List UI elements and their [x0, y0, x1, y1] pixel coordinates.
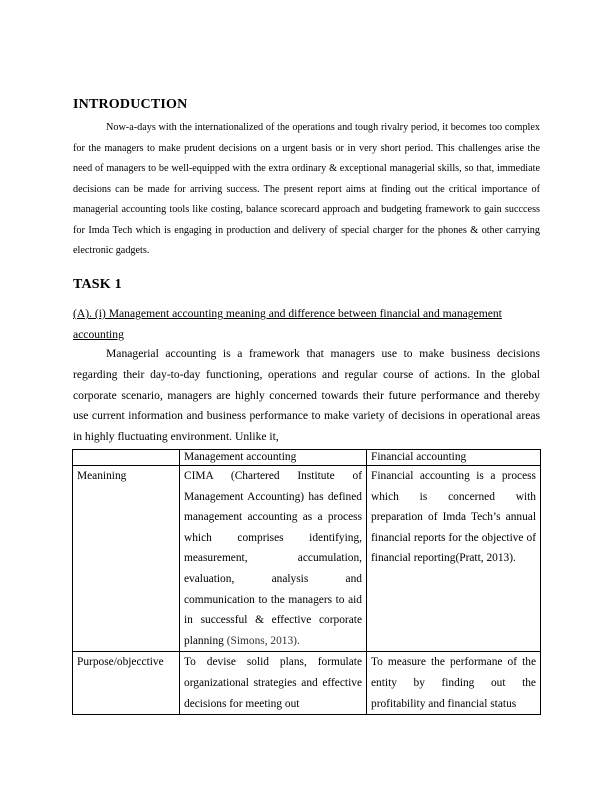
task1-paragraph [73, 344, 540, 448]
task1-heading: TASK 1 [73, 277, 122, 292]
financial-text: Financial accounting is a process which is concerned with preparation of Imda Tech’s annual financial reports for the objective of financial reporting [371, 470, 536, 565]
comparison-table [72, 449, 541, 715]
row-label: Meanining [73, 466, 180, 652]
table-header-cell: Management accounting [180, 450, 367, 466]
task1-text: Managerial accounting is a framework that managers use to make business decisions regarding their day-to-day functioning, operations and regular course of actions. In the global corporate scenario, managers are highly concerned towards their future performance and thereby use current information and business performance to make variety of decisions in operational areas in highly fluctuating environment. Unlike it, [73, 347, 540, 444]
introduction-heading: INTRODUCTION [73, 97, 188, 112]
table-header-row [73, 450, 541, 466]
introduction-text: Now-a-days with the internationalized of the operations and tough rivalry period, it becomes too complex for the managers to make prudent decisions on a urgent basis or in very short period. This challenges arise the need of managers to be well-equipped with the extra ordinary & exceptional managerial skills, so that, immediate decisions can be made for arriving success. The present report aims at finding out the critical importance of managerial accounting tools like costing, balance scorecard approach and budgeting framework to gain succcess for Imda Tech which is engaging in production and delivery of special charger for the phones & other carrying electronic gadgets. [73, 122, 540, 256]
table-row [73, 466, 541, 652]
table-header-cell [73, 450, 180, 466]
financial-citation: (Pratt, 2013). [455, 552, 516, 565]
management-cell: To devise solid plans, formulate organizational strategies and effective decisions for meeting out [180, 652, 367, 715]
financial-cell [367, 466, 541, 652]
introduction-paragraph [73, 118, 540, 262]
table-header-cell: Financial accounting [367, 450, 541, 466]
task1-subheading: (A). (i) Management accounting meaning and difference between financial and management accounting [73, 307, 502, 341]
management-citation: (Simons, 2013). [226, 634, 300, 647]
management-text: CIMA (Chartered Institute of Management Accounting) has defined management accounting as a process which comprises identifying, measurement, accumulation, evaluation, analysis and communication to the managers to aid in successful & effective corporate planning [184, 470, 362, 647]
row-label: Purpose/objecctive [73, 652, 180, 715]
management-cell [180, 466, 367, 652]
table-row [73, 652, 541, 715]
financial-cell: To measure the performane of the entity by finding out the profitability and financial status [367, 652, 541, 715]
